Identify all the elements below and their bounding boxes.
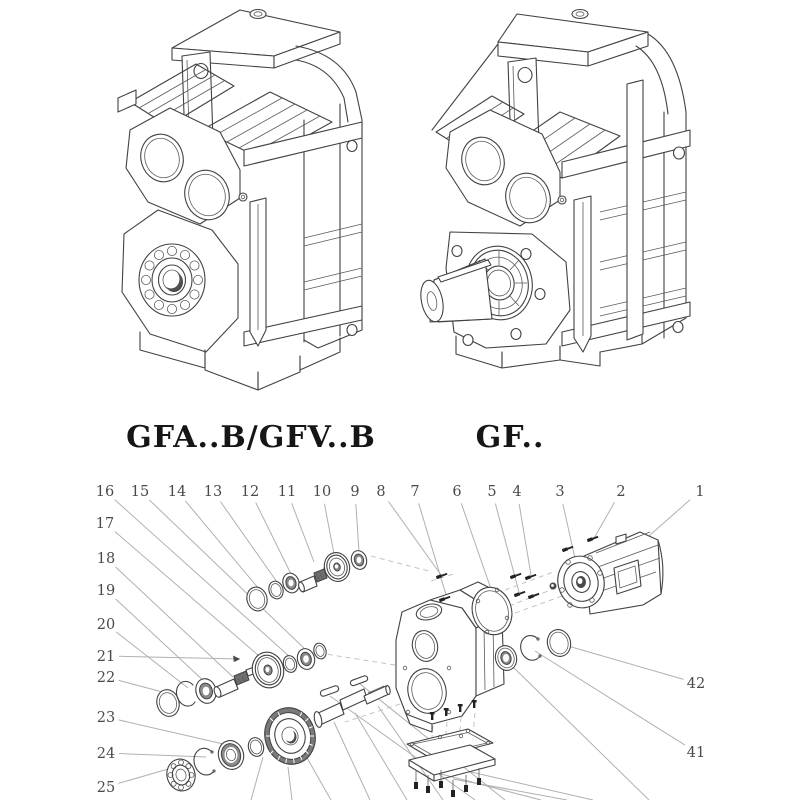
leader-line [356,504,359,552]
shaft-key [350,675,369,686]
leader-line-to-cut-edge [288,767,292,800]
intermediate-pinion-shaft [213,667,256,698]
part-number: 19 [96,583,116,599]
part-number: 5 [487,484,497,500]
part-number: 21 [96,649,116,665]
leader-line [115,531,266,662]
tie-rod [574,196,591,352]
leader-line-to-cut-edge [251,757,263,800]
output-bearing-face [122,210,238,352]
leader-line-to-cut-edge [509,663,649,800]
part-number: 2 [616,484,626,500]
part-number: 12 [240,484,260,500]
part-number: 18 [96,551,116,567]
end-cap [244,585,270,614]
part-number: 14 [167,484,187,500]
intermediate-gear [248,648,288,691]
part-number: 41 [686,745,706,761]
input-bore-boss [118,90,247,226]
part-number: 22 [96,670,116,686]
part-number: 6 [452,484,462,500]
leader-line [519,504,531,575]
electric-motor [550,532,663,614]
part-number: 16 [95,484,115,500]
leader-line-to-cut-edge [355,713,407,800]
leader-line [220,502,277,582]
leader-line [149,500,307,651]
left-gearbox-drawing [118,10,362,391]
left-caption: GFA..B/GFV..B [126,420,376,455]
filler-plug [572,10,588,19]
intermediate-shaft-assembly [154,642,328,719]
retaining-ring [544,627,574,659]
shaft-key [320,685,340,697]
part-number: 9 [350,484,360,500]
part-number: 1 [695,484,705,500]
leader-line [115,500,290,657]
leader-line [324,504,334,554]
exploded-diagram [96,484,705,800]
leader-line [563,504,576,563]
part-number: 11 [277,484,297,500]
part-number: 20 [96,617,116,633]
part-number: 17 [95,516,115,532]
right-gearbox-drawing [417,10,690,369]
part-number: 4 [512,484,522,500]
leader-line [461,503,491,589]
leader-line [119,754,206,757]
leader-line [535,651,685,745]
leader-line [116,599,206,683]
part-number: 10 [312,484,332,500]
right-caption: GF.. [475,420,545,455]
output-gear [258,702,322,771]
part-number: 23 [96,710,116,726]
part-number: 15 [130,484,150,500]
part-number: 7 [410,484,420,500]
leader-line [292,503,314,562]
input-bore-boss [446,110,566,229]
output-flange [417,232,570,348]
leader-line [119,720,232,746]
leader-line [389,502,441,575]
leader-line [419,503,447,598]
upper-strap [244,122,362,166]
leader-line [116,632,188,688]
leader-line-to-cut-edge [334,722,370,800]
part-number: 25 [96,780,116,796]
part-number: 3 [555,484,565,500]
filler-plug [250,10,266,19]
washer [246,736,266,758]
input-shaft-assembly [244,549,369,613]
part-number: 8 [376,484,386,500]
upper-strap [562,130,690,178]
leader-line [495,504,519,592]
end-cap [154,687,183,719]
leader-line [593,502,615,540]
leader-line [561,644,684,679]
part-number: 13 [203,484,223,500]
vertical-strap [627,80,643,340]
part-number: 24 [96,746,116,762]
side-frame [562,34,690,352]
leader-line [256,503,291,574]
side-frame [244,46,362,348]
part-number: 42 [686,676,706,692]
input-gear [321,550,353,585]
